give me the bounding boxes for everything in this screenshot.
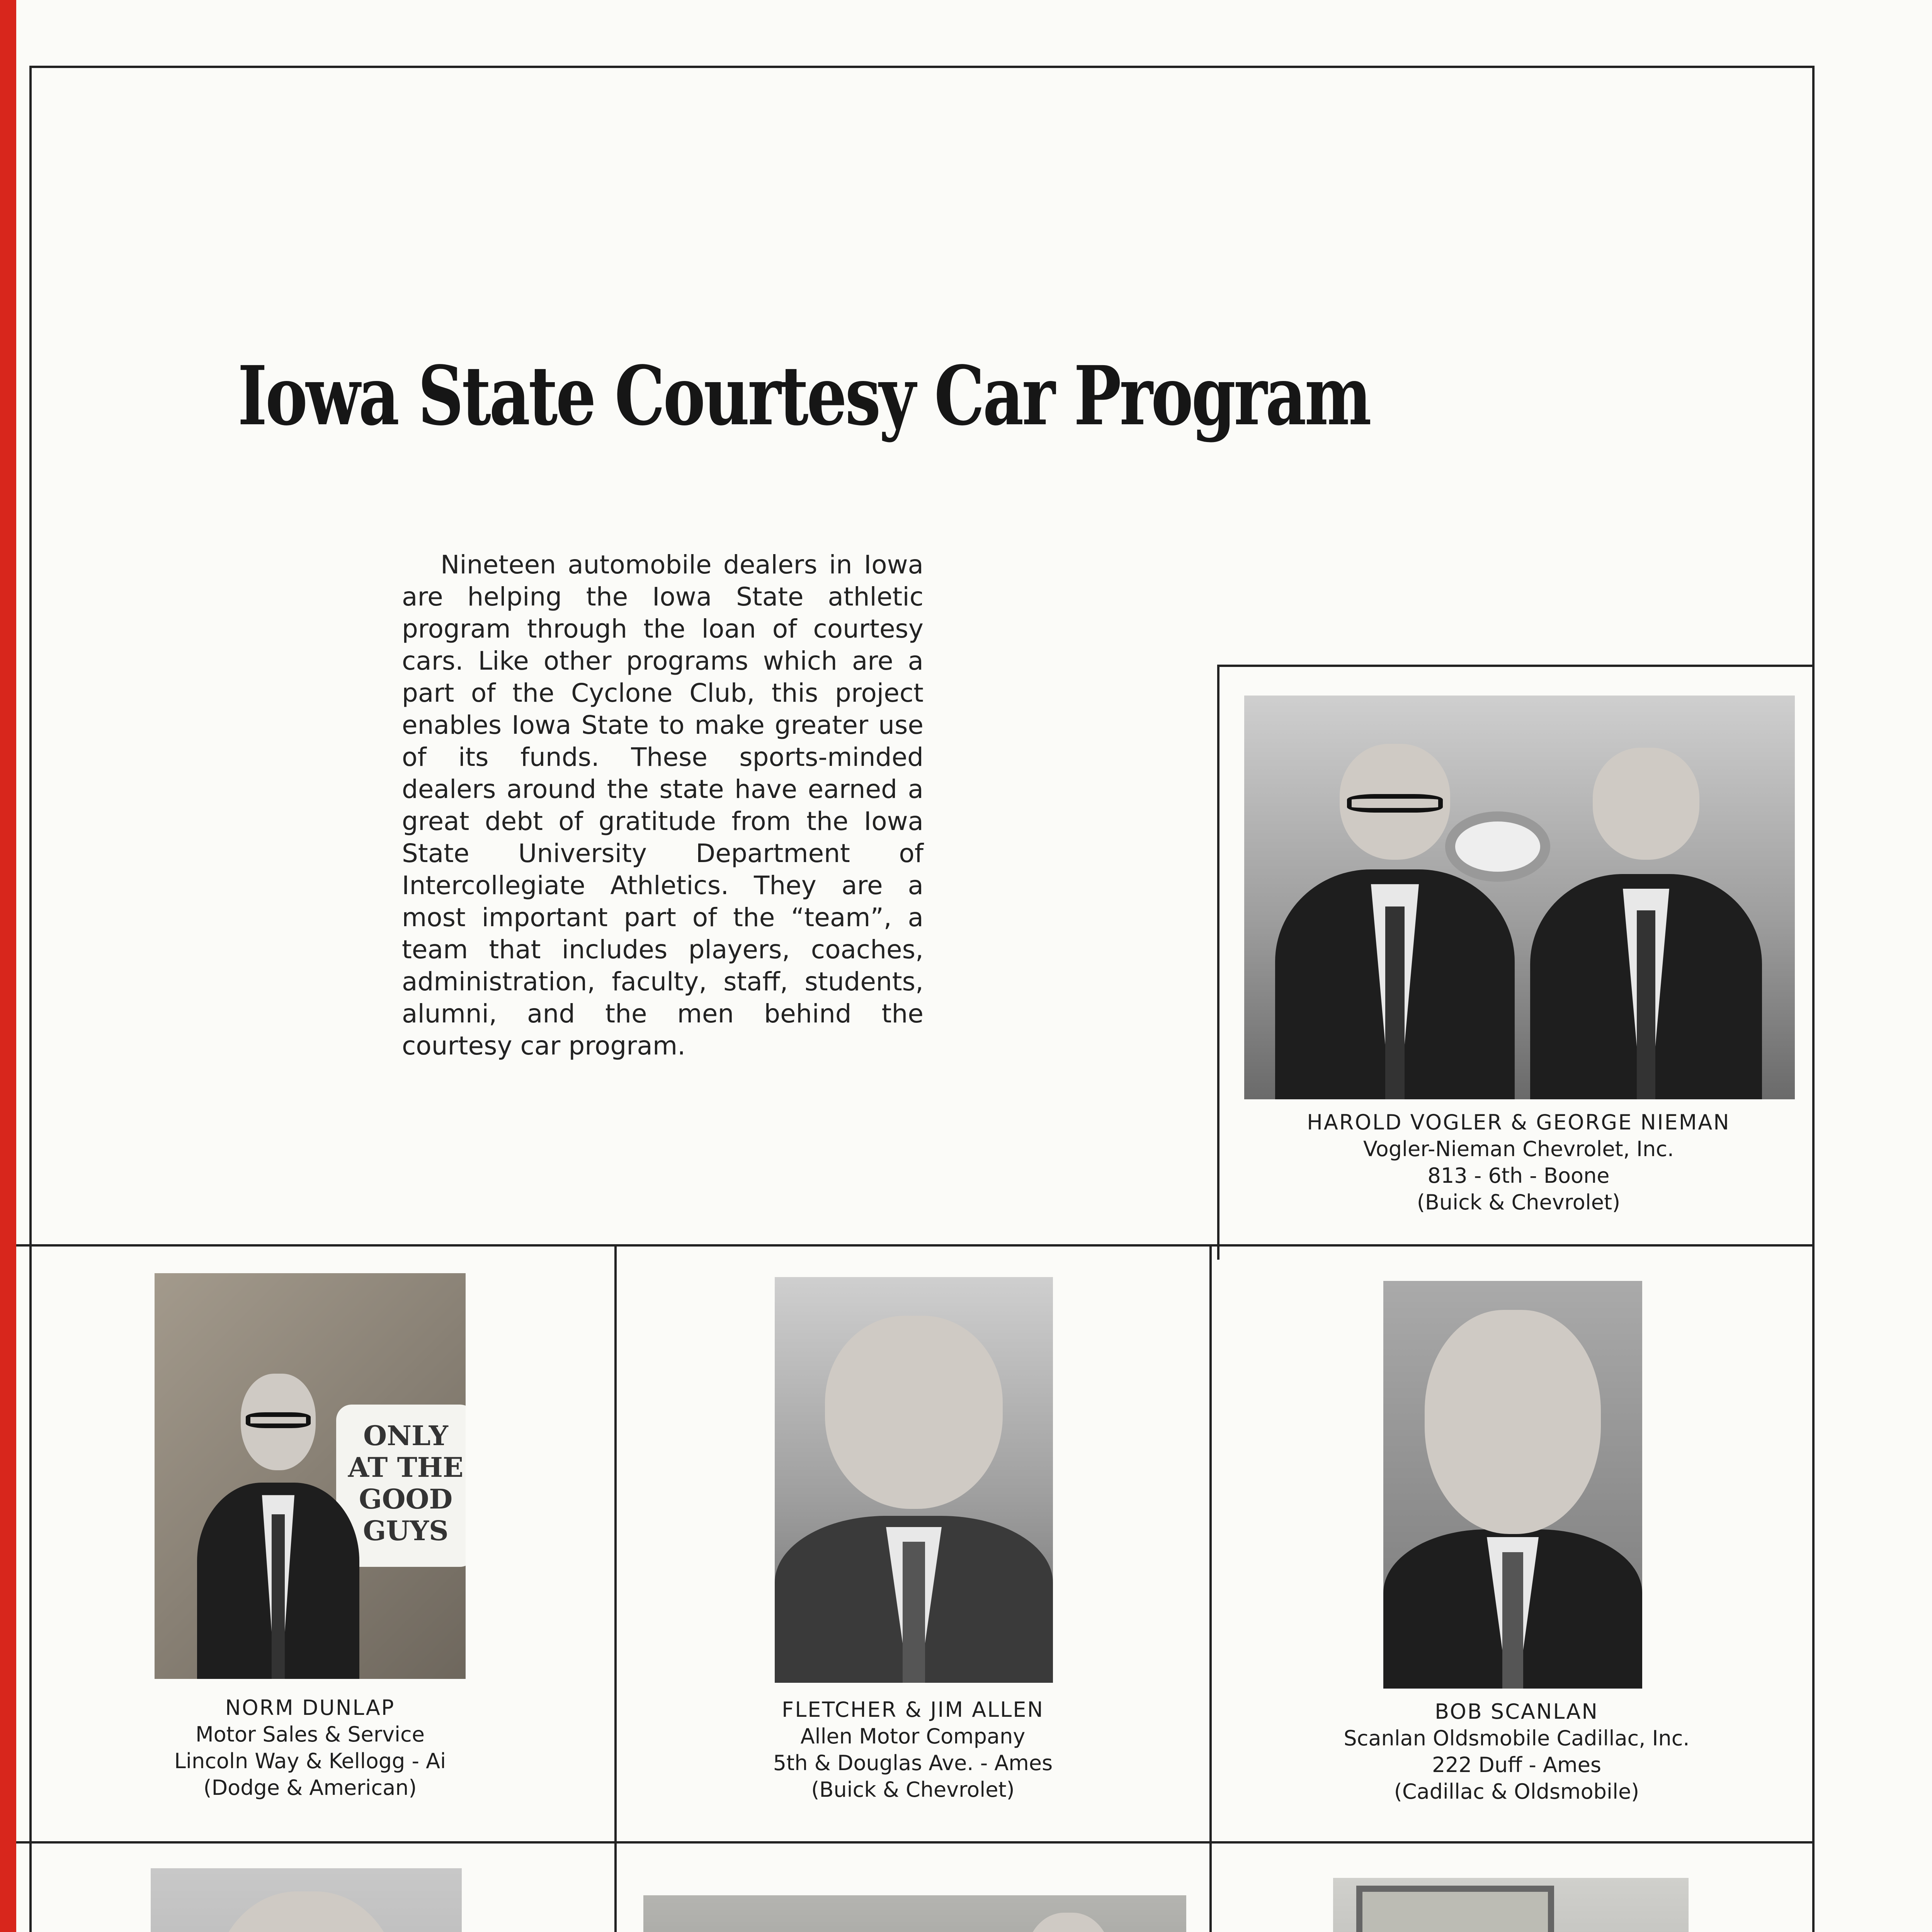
person-figure xyxy=(976,1913,1161,1932)
dealer-address: 222 Duff - Ames xyxy=(1432,1753,1601,1777)
dealer-company: Motor Sales & Service xyxy=(196,1722,425,1747)
sign-line: GOOD xyxy=(359,1483,453,1515)
person-figure xyxy=(775,1312,1053,1683)
grid-divider xyxy=(614,1244,617,1932)
sign-line: ONLY xyxy=(363,1420,448,1452)
grid-divider xyxy=(16,1244,1815,1247)
sign-line: GUYS xyxy=(363,1515,449,1547)
intro-text xyxy=(402,549,923,1062)
dealer-caption xyxy=(1221,1109,1816,1216)
dealer-makes: (Buick & Chevrolet) xyxy=(1417,1190,1621,1214)
dealer-photo-norm-dunlap xyxy=(155,1273,466,1679)
dealer-makes: (Dodge & American) xyxy=(203,1776,417,1800)
dealer-photo-art-skeie xyxy=(1333,1878,1689,1932)
dealer-makes: (Buick & Chevrolet) xyxy=(811,1777,1015,1802)
page-edge-red-strip xyxy=(0,0,16,1932)
dealer-name: HAROLD VOGLER & GEORGE NIEMAN xyxy=(1307,1110,1730,1134)
dealer-makes: (Cadillac & Oldsmobile) xyxy=(1394,1779,1639,1804)
wall-painting xyxy=(1356,1886,1554,1932)
intro-paragraph: Nineteen automobile dealers in Iowa are helping the Iowa State athletic program through the loan of courtesy cars. Like other programs which are a part of the Cyclone Club, this project enables Iowa State to make greater use of its funds. These sports-minded dealers around the state have earned a great debt of gratitude from the Iowa State University Department of Intercollegiate Athletics. They are a most important part of the “team”, a team that includes players, coaches, administration, faculty, staff, students, alumni, and the men behind the courtesy car program. xyxy=(402,550,923,1061)
dealer-photo-mathison xyxy=(643,1895,1186,1932)
dealer-caption xyxy=(618,1696,1208,1803)
dealer-name: BOB SCANLAN xyxy=(1435,1699,1599,1724)
dealer-company: Scanlan Oldsmobile Cadillac, Inc. xyxy=(1344,1726,1690,1750)
dealer-caption xyxy=(1221,1698,1812,1805)
dealer-address: 5th & Douglas Ave. - Ames xyxy=(773,1751,1053,1775)
grid-divider xyxy=(1217,665,1219,1260)
person-figure xyxy=(1530,736,1762,1099)
dealer-photo-vogler-nieman xyxy=(1244,696,1795,1099)
grid-divider xyxy=(1217,665,1815,667)
page-title: Iowa State Courtesy Car Program xyxy=(238,348,1370,444)
grid-divider xyxy=(16,1841,1815,1844)
dealer-address: 813 - 6th - Boone xyxy=(1427,1163,1610,1188)
dealer-name: NORM DUNLAP xyxy=(225,1696,395,1720)
person-figure xyxy=(1275,728,1515,1099)
person-figure xyxy=(197,1362,359,1679)
person-figure xyxy=(1383,1310,1642,1689)
person-figure xyxy=(151,1891,462,1932)
dealer-company: Allen Motor Company xyxy=(800,1724,1026,1748)
dealer-caption xyxy=(131,1694,489,1801)
grid-divider xyxy=(1209,1244,1212,1932)
dealer-photo-bob-scanlan xyxy=(1383,1281,1642,1689)
dealer-address: Lincoln Way & Kellogg - Ai xyxy=(174,1749,446,1773)
sign-line: AT THE xyxy=(348,1451,464,1483)
dealer-photo-fletcher-jim-allen xyxy=(775,1277,1053,1683)
dealer-photo-bob-allen xyxy=(151,1868,462,1932)
dealer-name: FLETCHER & JIM ALLEN xyxy=(782,1697,1044,1722)
dealer-company: Vogler-Nieman Chevrolet, Inc. xyxy=(1363,1137,1674,1161)
